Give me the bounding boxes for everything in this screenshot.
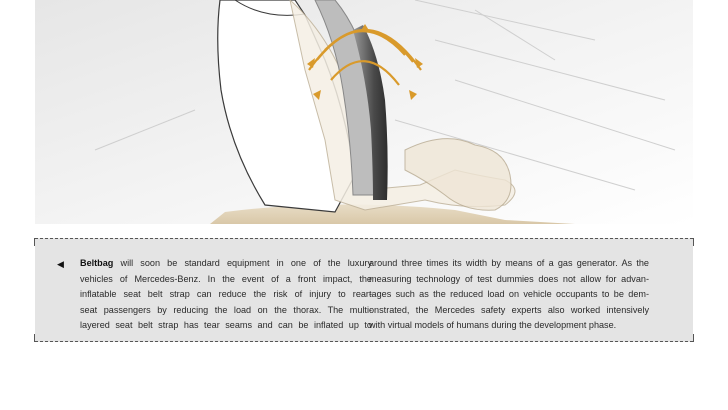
caption-text: seat passengers by reducing the load on the thorax. The multi- [80,304,372,315]
caption-column-right [369,256,649,334]
caption-text: inflatable seat belt strap can reduce the risk of injury to rear- [80,289,372,300]
caption-line: with virtual models of humans during the development phase. [369,320,617,331]
caption-marker-icon: ◀ [57,259,64,269]
beltbag-illustration [35,0,693,224]
caption-column-left [80,256,372,334]
caption-line [80,287,372,303]
corner-mark [687,334,694,342]
caption-box [35,238,693,342]
corner-mark [687,238,694,246]
caption-text: vehicles of Mercedes-Benz. In the event of a front impact, the [80,273,372,284]
caption-line: onstrated, the Mercedes safety experts also worked intensively [369,304,649,315]
caption-text: will soon be standard equipment in one of the luxury [113,258,372,268]
caption-line: around three times its width by means of a gas generator. As the [369,258,649,268]
illustration-svg [35,0,693,224]
corner-mark [34,238,41,246]
caption-line: tages such as the reduced load on vehicle occupants to be dem- [369,289,649,300]
corner-mark [34,334,41,342]
caption-text: layered seat belt strap has tear seams and can be inflated up to [80,320,372,331]
caption-line [80,303,372,319]
caption-keyword: Beltbag [80,258,114,268]
caption-line: measuring technology of test dummies does not allow for advan- [369,273,649,284]
caption-line [80,256,372,272]
caption-line [80,272,372,288]
caption-line [80,318,372,334]
